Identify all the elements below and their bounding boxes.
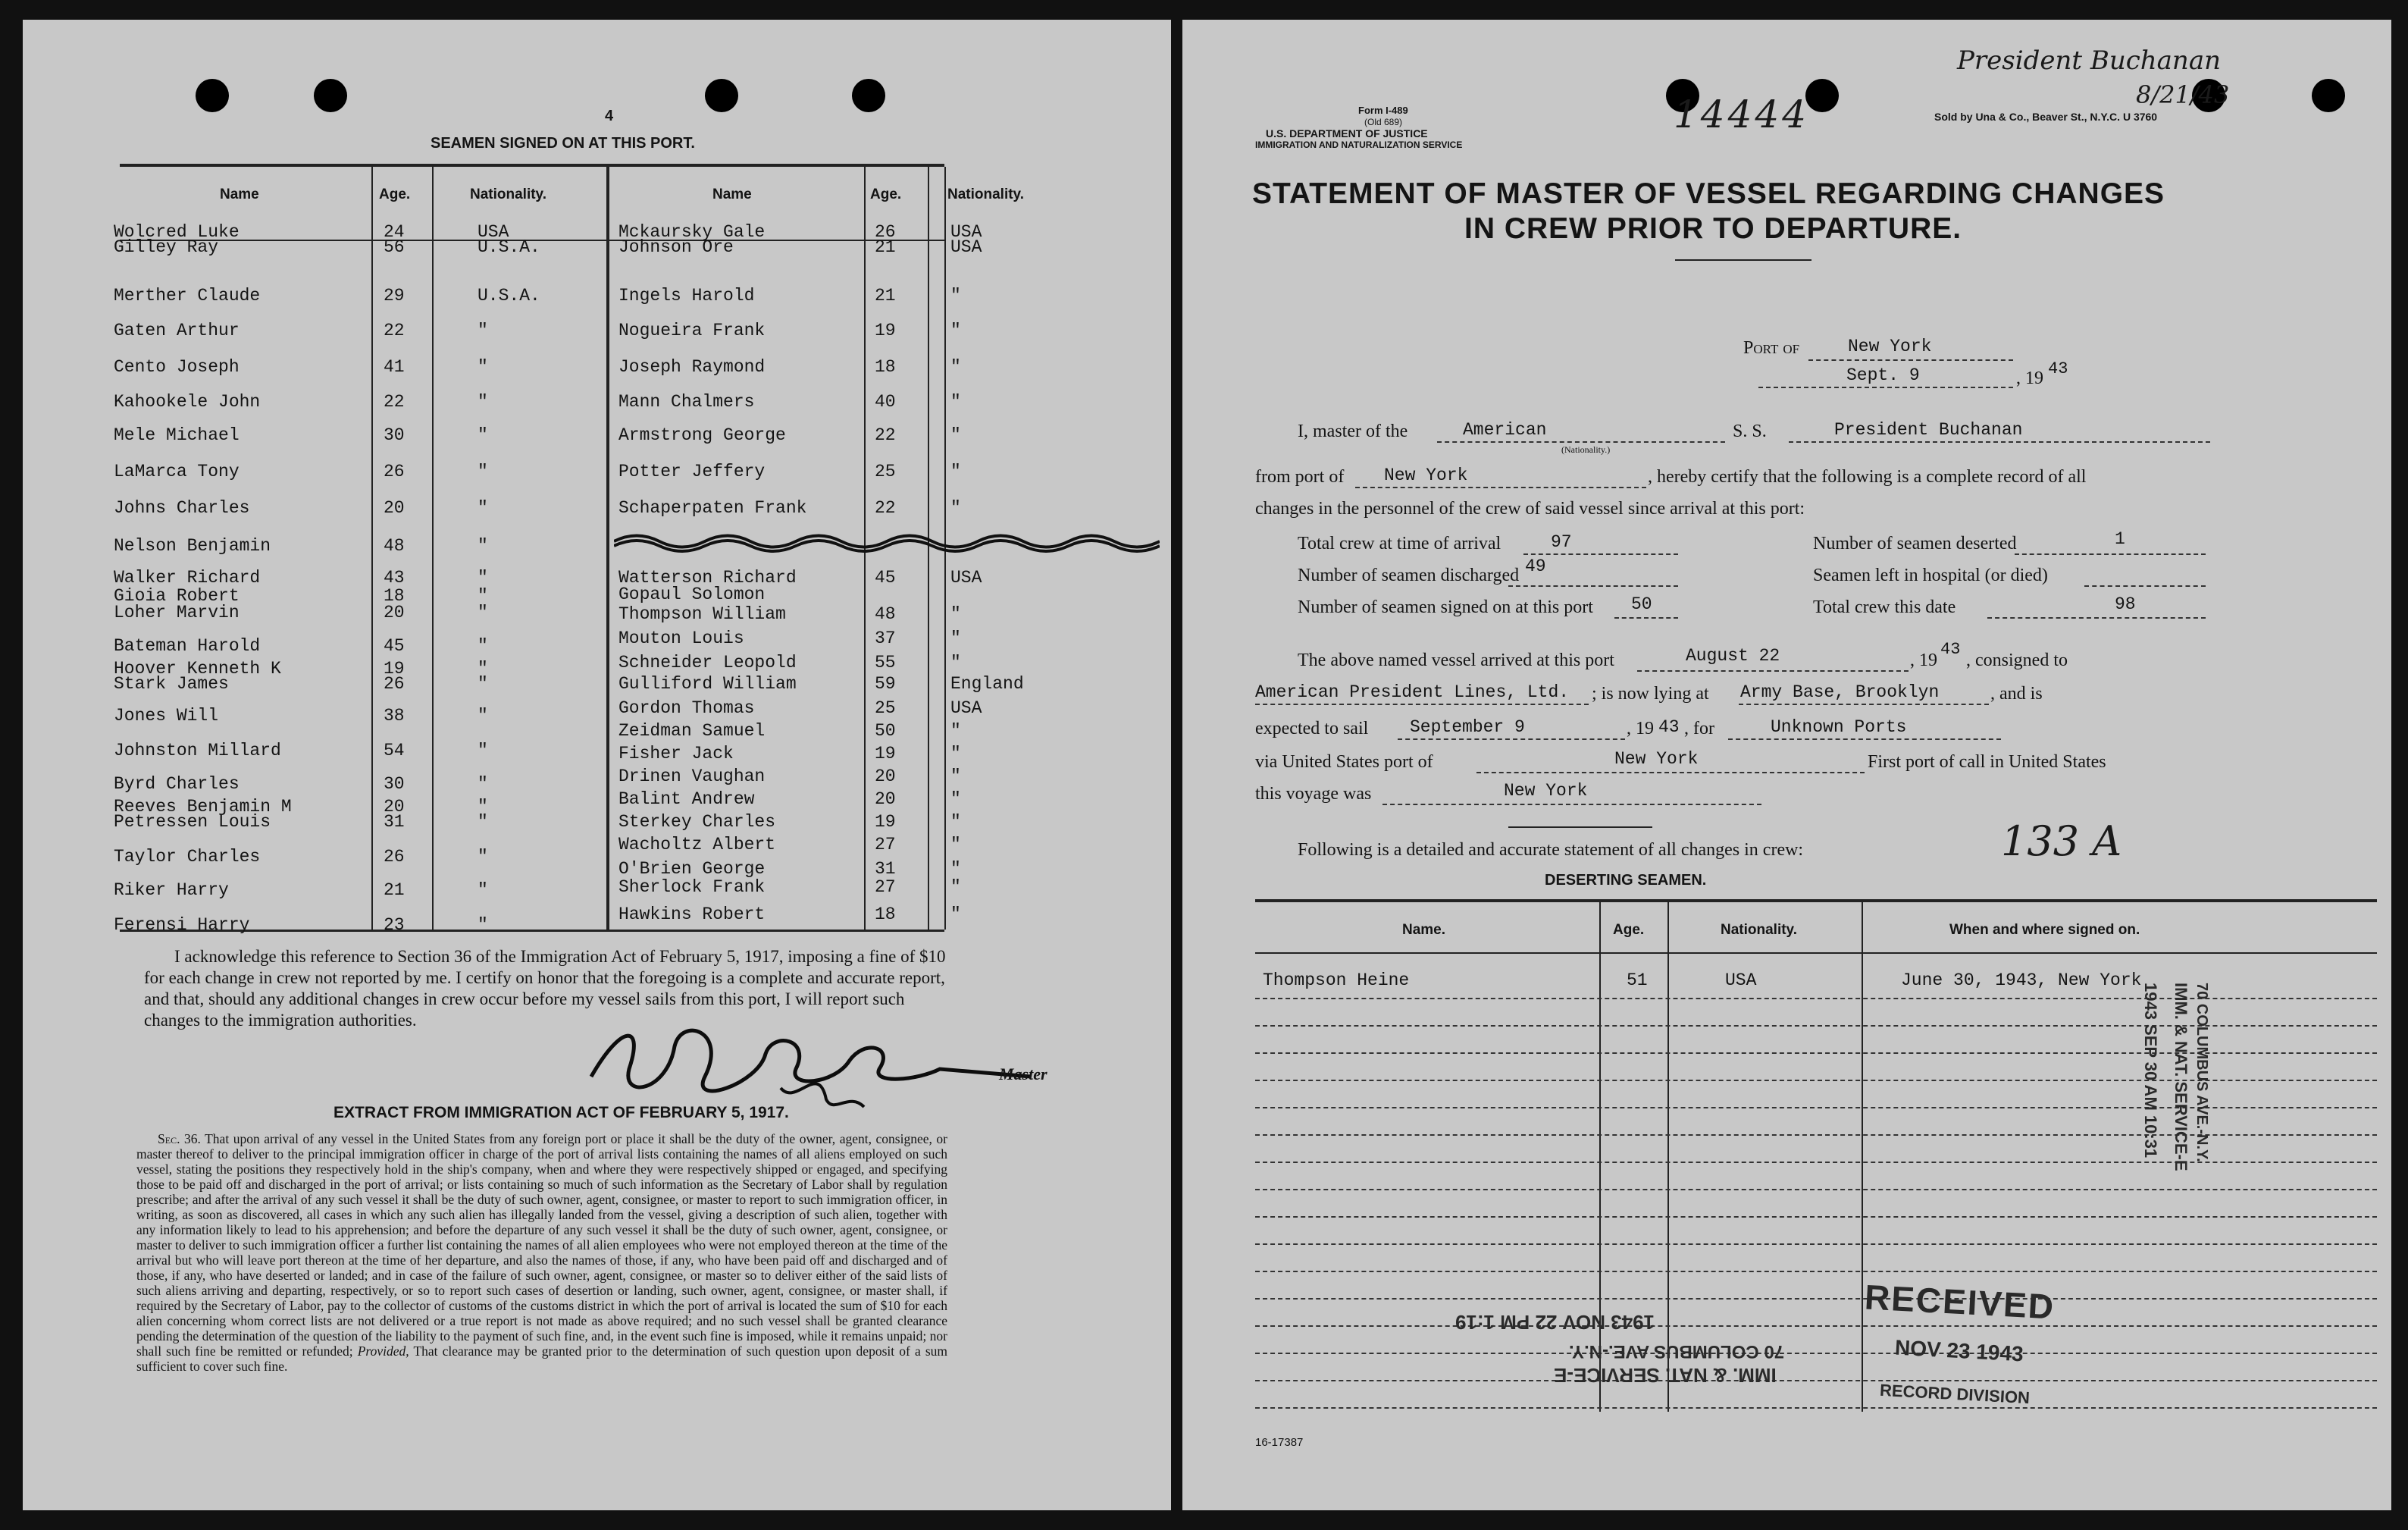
deserter-nationality: USA	[1725, 970, 1757, 990]
seaman-age: 45	[875, 568, 896, 588]
discharged-value: 49	[1525, 557, 1546, 576]
seaman-nationality: "	[478, 847, 488, 867]
seaman-name: Sterkey Charles	[618, 812, 776, 832]
first-port-label: First port of call in United States	[1868, 752, 2106, 772]
changes-text: changes in the personnel of the crew of said vessel since arrival at this port:	[1255, 499, 1805, 519]
seaman-name: Mouton Louis	[618, 629, 744, 648]
received-stamp: RECEIVED	[1863, 1277, 2056, 1327]
seaman-nationality: "	[950, 604, 961, 624]
seaman-nationality: "	[950, 812, 961, 832]
seaman-name: Zeidman Samuel	[618, 721, 766, 741]
seaman-nationality: "	[478, 425, 488, 445]
punch-hole	[196, 79, 229, 112]
consignee-value: American President Lines, Ltd.	[1255, 682, 1570, 702]
seaman-age: 27	[875, 877, 896, 897]
expected-value: September 9	[1410, 717, 1525, 737]
seaman-nationality: U.S.A.	[478, 286, 540, 306]
total-arrival-label: Total crew at time of arrival	[1298, 534, 1501, 553]
seaman-age: 20	[384, 498, 405, 518]
arrived-value: August 22	[1686, 646, 1780, 666]
seaman-name: Merther Claude	[114, 286, 261, 306]
seaman-nationality: "	[478, 706, 488, 726]
and-is-label: , and is	[1990, 684, 2043, 704]
seaman-name: Johns Charles	[114, 498, 250, 518]
signed-on-value: 50	[1631, 594, 1652, 614]
ruled-line	[1255, 1353, 2377, 1354]
seaman-name: Joseph Raymond	[618, 357, 766, 377]
seaman-nationality: "	[478, 357, 488, 377]
seaman-age: 31	[384, 812, 405, 832]
year-value: 43	[2048, 359, 2068, 378]
seaman-age: 20	[384, 797, 405, 817]
seaman-age: 29	[384, 286, 405, 306]
section-title: SEAMEN SIGNED ON AT THIS PORT.	[431, 135, 695, 152]
footer-code: 16-17387	[1255, 1436, 1304, 1449]
address-stamp-sep: 70 COLUMBUS AVE.-N.Y.	[2194, 983, 2210, 1162]
total-date-label: Total crew this date	[1813, 597, 1956, 617]
deserter-col-signed: When and where signed on.	[1949, 922, 2140, 938]
port-label: Port of	[1743, 338, 1800, 358]
seaman-nationality: "	[478, 321, 488, 340]
seaman-name: Gulliford William	[618, 674, 797, 694]
seaman-age: 21	[384, 880, 405, 900]
date-value: Sept. 9	[1846, 365, 1920, 385]
seaman-age: 26	[384, 847, 405, 867]
seaman-name: Loher Marvin	[114, 603, 240, 622]
seaman-age: 27	[875, 835, 896, 854]
lying-value: Army Base, Brooklyn	[1740, 682, 1940, 702]
seaman-name: Nogueira Frank	[618, 321, 766, 340]
seaman-nationality: "	[478, 536, 488, 556]
discharged-label: Number of seamen discharged	[1298, 566, 1520, 585]
seaman-nationality: "	[478, 915, 488, 935]
total-arrival-value: 97	[1551, 532, 1572, 552]
seaman-age: 30	[384, 774, 405, 794]
col-header-name-2: Name	[712, 187, 752, 202]
seaman-age: 55	[875, 653, 896, 673]
extract-body: That upon arrival of any vessel in the United States from any foreign port or place it shall be the duty of the owner, agent, consignee, or master thereof to deliver to the principal immigration officer in charge of the port of arrival lists containing the names of all aliens employed on such vessel, stating the positions they respectively hold in the ship's company, when and where they were respectively shipped or engaged, and specifying those to be paid off and discharged in the port of arrival; or lists containing so much of such information as the Secretary of Labor shall by regulation prescribe; and after the arrival of any such vessel it shall be the duty of such owner, agent, consignee, or master to report to such immigration officer, in writing, as soon as discovered, all cases in which any such alien has illegally landed from the vessel, giving a description of such alien, together with any information likely to lead to his apprehension; and before the departure of any such vessel it shall be the duty of such owner, agent, consignee, or master to deliver to such immigration officer a further list containing the names of all alien employees who were not employed thereon at the time of the arrival but who will leave port thereon at the time of her departure, and also the names of those, if any, who have been paid off and discharged and of those, if any, who have deserted or landed; and in case of the failure of such owner, agent, consignee, or master so to deliver either of the said lists of such aliens arriving and departing, respectively, or so to report such cases of desertion or landing, such owner, agent, consignee, or master shall, if required by the Secretary of Labor, pay to the collector of customs of the customs district in which the port of arrival is located the sum of $10 for each alien concerning whom correct lists are not delivered or a true report is not made as above required; and no such vessel shall be granted clearance pending the determination of the question of the liability to the payment of such fine, and, in the event such fine is imposed, while it remains unpaid; nor shall such fine be remitted or refunded;	[136, 1131, 947, 1359]
seaman-nationality: USA	[950, 568, 982, 588]
seaman-name: Mann Chalmers	[618, 392, 755, 412]
seaman-nationality: "	[478, 674, 488, 694]
seaman-name: Jones Will	[114, 706, 219, 726]
record-division-stamp: RECORD DIVISION	[1879, 1380, 2031, 1408]
seaman-age: 19	[384, 659, 405, 679]
seaman-age: 45	[384, 636, 405, 656]
strike-through-scribble	[614, 526, 1160, 557]
deserted-label: Number of seamen deserted	[1813, 534, 2017, 553]
seaman-name: Potter Jeffery	[618, 462, 766, 481]
deserter-age: 51	[1627, 970, 1648, 990]
seaman-nationality: "	[478, 812, 488, 832]
seaman-age: 22	[384, 321, 405, 340]
handwritten-vessel-note: President Buchanan	[1957, 45, 2221, 76]
service-stamp-sep: IMM. & NAT. SERVICE-E	[2172, 983, 2190, 1171]
seaman-name: Wacholtz Albert	[618, 835, 776, 854]
seaman-nationality: "	[478, 880, 488, 900]
seaman-nationality: "	[950, 721, 961, 741]
extract-tail: That clearance may be granted prior to the determination of such question upon deposit of a sum sufficient to cover such fine.	[136, 1343, 948, 1374]
seaman-age: 19	[875, 812, 896, 832]
nationality-value: American	[1463, 420, 1547, 440]
sold-by: Sold by Una & Co., Beaver St., N.Y.C. U 3760	[1934, 111, 2158, 123]
seaman-age: 19	[875, 744, 896, 763]
seaman-name: Cento Joseph	[114, 357, 240, 377]
seaman-age: 22	[875, 498, 896, 518]
seaman-age: 23	[384, 915, 405, 935]
seaman-age: 22	[384, 392, 405, 412]
seaman-nationality: England	[950, 674, 1024, 694]
col-header-age: Age.	[379, 187, 411, 202]
date-stamp-nov: 1943 NOV 22 PM 1:19	[1455, 1311, 1655, 1334]
seaman-nationality: "	[950, 357, 961, 377]
total-date-value: 98	[2115, 594, 2136, 614]
seaman-name: Riker Harry	[114, 880, 229, 900]
seaman-nationality: "	[478, 797, 488, 817]
master-signature	[576, 1016, 1046, 1115]
deserter-name: Thompson Heine	[1263, 970, 1410, 990]
seaman-name: Wolcred Luke	[114, 222, 240, 242]
handwritten-date-note: 8/21/43	[2136, 80, 2230, 109]
arrived-year-prefix: , 19	[1910, 651, 1937, 670]
voyage-label: this voyage was	[1255, 784, 1372, 804]
department: U.S. DEPARTMENT OF JUSTICE	[1266, 127, 1428, 140]
deserting-title: DESERTING SEAMEN.	[1545, 872, 1707, 889]
ruled-line	[1255, 1325, 2377, 1327]
deserter-col-nationality: Nationality.	[1721, 922, 1797, 938]
seaman-name: Sherlock Frank	[618, 877, 766, 897]
seaman-name: Watterson Richard	[618, 568, 797, 588]
seaman-nationality: "	[478, 586, 488, 606]
seaman-nationality: "	[478, 636, 488, 656]
seaman-age: 21	[875, 286, 896, 306]
acknowledgement-text: I acknowledge this reference to Section 36 of the Immigration Act of February 5, 1917, imposing a fine of $10 for each change in crew not reported by me. I certify on honor that the foregoing is a complete and accurate report, and that, should any additional changes in crew occur before my vessel sails from this port, I will report such changes to the immigration authorities.	[144, 947, 946, 1030]
seaman-name: Gaten Arthur	[114, 321, 240, 340]
extract-proviso: Provided,	[357, 1343, 409, 1359]
punch-hole	[314, 79, 347, 112]
col-header-nationality-2: Nationality.	[947, 187, 1024, 202]
master-of-label: I, master of the	[1298, 422, 1408, 441]
service-name: IMMIGRATION AND NATURALIZATION SERVICE	[1255, 140, 1463, 150]
seaman-nationality: "	[478, 659, 488, 679]
date-stamp-sep: 1943 SEP 30 AM 10:31	[2141, 983, 2160, 1158]
seaman-name: Mele Michael	[114, 425, 240, 445]
following-label: Following is a detailed and accurate statement of all changes in crew:	[1298, 840, 1804, 860]
seaman-name: Ingels Harold	[618, 286, 755, 306]
seaman-nationality: "	[950, 877, 961, 897]
form-title-line1: STATEMENT OF MASTER OF VESSEL REGARDING CHANGES	[1252, 177, 2165, 210]
seaman-age: 20	[384, 603, 405, 622]
form-title-line2: IN CREW PRIOR TO DEPARTURE.	[1464, 212, 1962, 245]
ruled-line	[1255, 1380, 2377, 1381]
seaman-name: Mckaursky Gale	[618, 222, 766, 242]
seaman-age: 26	[384, 462, 405, 481]
port-value: New York	[1848, 337, 1932, 356]
seaman-nationality: "	[950, 498, 961, 518]
left-page	[23, 20, 1171, 1510]
deserted-value: 1	[2115, 529, 2125, 549]
seaman-nationality: "	[478, 498, 488, 518]
arrived-year: 43	[1940, 640, 1961, 659]
col-header-nationality: Nationality.	[470, 187, 546, 202]
seaman-nationality: "	[950, 286, 961, 306]
seaman-age: 30	[384, 425, 405, 445]
col-header-age-2: Age.	[870, 187, 902, 202]
section-label: Sec. 36.	[158, 1131, 201, 1146]
seaman-name: Gopaul Solomon	[618, 585, 766, 604]
voyage-value: New York	[1504, 781, 1588, 801]
certify-text: , hereby certify that the following is a complete record of all	[1648, 467, 2087, 487]
ss-label: S. S.	[1733, 422, 1767, 441]
seaman-nationality: "	[950, 392, 961, 412]
seaman-name: Fisher Jack	[618, 744, 734, 763]
seaman-name: Kahookele John	[114, 392, 261, 412]
ruled-line	[1255, 1407, 2377, 1409]
via-value: New York	[1614, 749, 1699, 769]
seaman-name: Bateman Harold	[114, 636, 261, 656]
seaman-nationality: "	[950, 905, 961, 924]
seaman-name: Stark James	[114, 674, 229, 694]
seaman-age: 31	[875, 859, 896, 879]
seaman-name: Ferensi Harry	[114, 915, 250, 935]
seaman-age: 38	[384, 706, 405, 726]
deserter-col-name: Name.	[1402, 922, 1446, 938]
seaman-nationality: "	[478, 774, 488, 794]
seaman-age: 18	[875, 357, 896, 377]
from-port-value: New York	[1384, 466, 1468, 485]
seaman-age: 25	[875, 698, 896, 718]
handwritten-code: 133 A	[2001, 817, 2122, 865]
seaman-nationality: "	[478, 603, 488, 622]
year-prefix: , 19	[2016, 368, 2043, 388]
for-value: Unknown Ports	[1771, 717, 1907, 737]
seaman-nationality: U.S.A.	[478, 237, 540, 257]
seaman-age: 56	[384, 237, 405, 257]
seaman-nationality: "	[950, 767, 961, 786]
seaman-name: Nelson Benjamin	[114, 536, 271, 556]
from-port-label: from port of	[1255, 467, 1345, 487]
seaman-name: Schneider Leopold	[618, 653, 797, 673]
punch-hole	[705, 79, 738, 112]
seaman-name: Byrd Charles	[114, 774, 240, 794]
seaman-age: 19	[875, 321, 896, 340]
seaman-nationality: "	[950, 321, 961, 340]
extract-title: EXTRACT FROM IMMIGRATION ACT OF FEBRUARY 5, 1917.	[333, 1104, 789, 1121]
arrived-label: The above named vessel arrived at this port	[1298, 651, 1614, 670]
seaman-age: 37	[875, 629, 896, 648]
seaman-name: Schaperpaten Frank	[618, 498, 807, 518]
seaman-age: 26	[384, 674, 405, 694]
seaman-name: Walker Richard	[114, 568, 261, 588]
service-stamp-nov: IMM. & NAT. SERVICE-E	[1554, 1364, 1777, 1387]
seaman-name: Johnston Millard	[114, 741, 281, 760]
seaman-nationality: USA	[950, 222, 982, 242]
punch-hole	[852, 79, 885, 112]
seaman-age: 24	[384, 222, 405, 242]
seaman-nationality: "	[950, 789, 961, 809]
seaman-age: 59	[875, 674, 896, 694]
right-page	[1182, 20, 2391, 1510]
expected-year-prefix: , 19	[1627, 719, 1654, 738]
seaman-nationality: "	[950, 859, 961, 879]
for-label: , for	[1684, 719, 1714, 738]
seaman-age: 50	[875, 721, 896, 741]
seaman-name: Reeves Benjamin M	[114, 797, 292, 817]
col-header-name: Name	[220, 187, 259, 202]
signed-on-label: Number of seamen signed on at this port	[1298, 597, 1593, 617]
seaman-name: O'Brien George	[618, 859, 766, 879]
ruled-line	[1255, 1271, 2377, 1272]
address-stamp-nov: 70 COLUMBUS AVE.-N.Y.	[1569, 1341, 1785, 1362]
seaman-age: 18	[384, 586, 405, 606]
seaman-nationality: "	[478, 568, 488, 588]
seaman-nationality: USA	[950, 237, 982, 257]
seaman-nationality: "	[950, 835, 961, 854]
seaman-name: Hoover Kenneth K	[114, 659, 281, 679]
form-number: Form I-489	[1358, 105, 1408, 116]
seaman-name: Hawkins Robert	[618, 905, 766, 924]
seaman-nationality: "	[950, 653, 961, 673]
seaman-age: 26	[875, 222, 896, 242]
seaman-nationality: "	[478, 741, 488, 760]
received-stamp-date: NOV 23 1943	[1894, 1335, 2024, 1366]
seaman-age: 21	[875, 237, 896, 257]
ruled-line	[1255, 1189, 2377, 1190]
seaman-name: Gilley Ray	[114, 237, 219, 257]
seaman-age: 48	[875, 604, 896, 624]
ruled-line	[1255, 1298, 2377, 1300]
seaman-name: Gioia Robert	[114, 586, 240, 606]
seaman-age: 18	[875, 905, 896, 924]
deserter-col-age: Age.	[1613, 922, 1645, 938]
ruled-line	[1255, 1243, 2377, 1245]
seaman-nationality: "	[950, 462, 961, 481]
extract-text	[136, 1131, 947, 1374]
seaman-name: Gordon Thomas	[618, 698, 755, 718]
consigned-label: , consigned to	[1966, 651, 2068, 670]
seaman-name: Johnson Ore	[618, 237, 734, 257]
vessel-name: President Buchanan	[1834, 420, 2023, 440]
seaman-nationality: USA	[950, 698, 982, 718]
expected-year: 43	[1658, 717, 1680, 737]
seaman-age: 25	[875, 462, 896, 481]
seaman-age: 22	[875, 425, 896, 445]
expected-label: expected to sail	[1255, 719, 1369, 738]
seaman-age: 20	[875, 767, 896, 786]
via-label: via United States port of	[1255, 752, 1433, 772]
seaman-name: Balint Andrew	[618, 789, 755, 809]
nationality-sublabel: (Nationality.)	[1561, 444, 1611, 455]
hospital-label: Seamen left in hospital (or died)	[1813, 566, 2048, 585]
seaman-name: Armstrong George	[618, 425, 786, 445]
seaman-nationality: "	[950, 629, 961, 648]
seaman-name: Taylor Charles	[114, 847, 261, 867]
punch-hole	[1805, 79, 1839, 112]
seaman-nationality: "	[478, 392, 488, 412]
seaman-nationality: "	[950, 744, 961, 763]
file-number: 14444	[1674, 92, 1810, 136]
seaman-age: 43	[384, 568, 405, 588]
seaman-name: LaMarca Tony	[114, 462, 240, 481]
seaman-nationality: USA	[478, 222, 509, 242]
seaman-age: 41	[384, 357, 405, 377]
seaman-nationality: "	[478, 462, 488, 481]
lying-label: ; is now lying at	[1592, 684, 1709, 704]
deserter-signed-on: June 30, 1943, New York	[1901, 970, 2142, 990]
punch-hole	[2312, 79, 2345, 112]
seaman-age: 54	[384, 741, 405, 760]
form-old-number: (Old 689)	[1364, 117, 1403, 127]
seaman-name: Thompson William	[618, 604, 786, 624]
page-number: 4	[605, 108, 614, 124]
seaman-nationality: "	[950, 425, 961, 445]
seaman-name: Drinen Vaughan	[618, 767, 766, 786]
ruled-line	[1255, 1216, 2377, 1218]
seaman-age: 48	[384, 536, 405, 556]
seaman-age: 40	[875, 392, 896, 412]
seaman-age: 20	[875, 789, 896, 809]
master-label: Master	[999, 1064, 1047, 1083]
seaman-name: Petressen Louis	[114, 812, 271, 832]
